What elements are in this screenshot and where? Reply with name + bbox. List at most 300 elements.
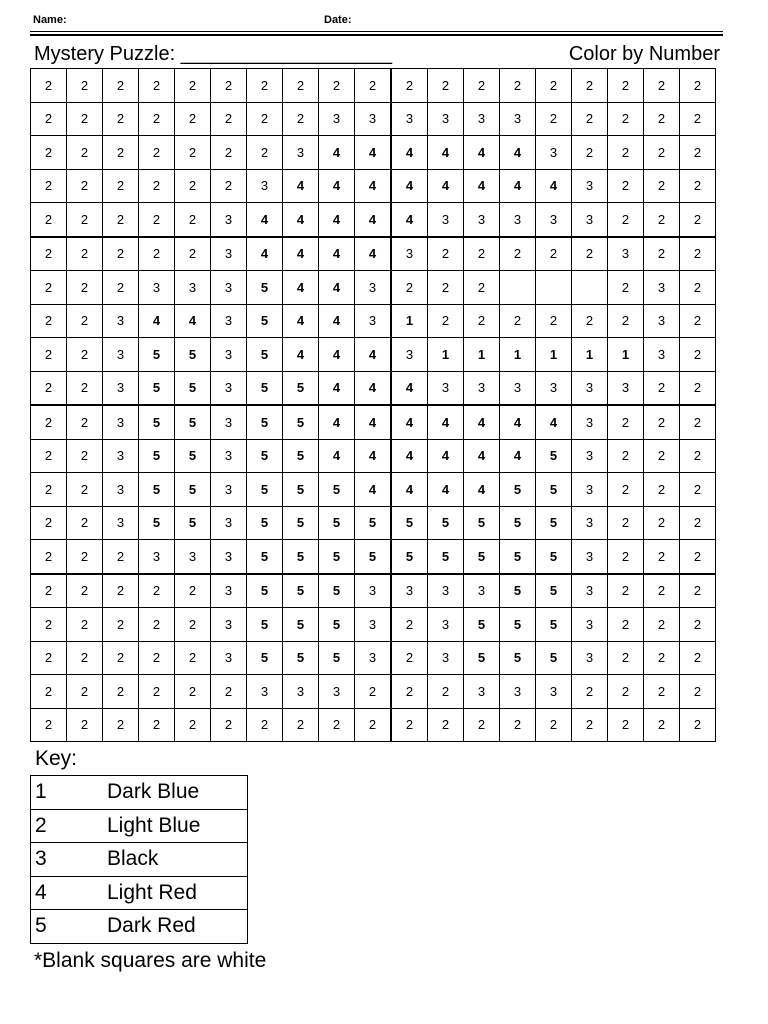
grid-cell: 2 (608, 136, 644, 170)
grid-cell: 3 (536, 675, 572, 709)
grid-cell: 2 (31, 102, 67, 136)
grid-cell: 5 (283, 473, 319, 507)
grid-cell: 2 (139, 102, 175, 136)
grid-cell: 5 (464, 506, 500, 540)
grid-cell: 3 (211, 203, 247, 237)
grid-cell: 2 (211, 136, 247, 170)
grid-cell: 3 (500, 203, 536, 237)
grid-cell: 2 (355, 675, 392, 709)
grid-cell: 2 (428, 237, 464, 271)
grid-row (31, 203, 716, 237)
grid-cell: 4 (536, 405, 572, 439)
grid-cell: 3 (103, 405, 139, 439)
grid-cell: 2 (139, 169, 175, 203)
grid-cell: 2 (644, 540, 680, 574)
grid-row (31, 506, 716, 540)
grid-cell: 2 (680, 69, 716, 103)
grid-cell: 2 (644, 675, 680, 709)
grid-cell: 4 (247, 203, 283, 237)
grid-cell: 4 (283, 271, 319, 305)
grid-cell: 5 (139, 506, 175, 540)
grid-cell: 4 (319, 237, 355, 271)
grid-cell: 2 (644, 69, 680, 103)
grid-row (31, 675, 716, 709)
grid-cell: 4 (391, 473, 428, 507)
grid-cell: 4 (283, 338, 319, 372)
grid-row (31, 271, 716, 305)
grid-row (31, 574, 716, 608)
grid-cell: 5 (283, 371, 319, 405)
grid-cell: 3 (319, 675, 355, 709)
grid-cell: 3 (211, 641, 247, 675)
grid-cell: 5 (319, 506, 355, 540)
grid-cell: 2 (67, 540, 103, 574)
grid-cell: 2 (31, 540, 67, 574)
grid-cell: 5 (247, 405, 283, 439)
grid-cell: 2 (211, 169, 247, 203)
header-rule-double (30, 34, 723, 36)
grid-cell: 5 (319, 608, 355, 642)
grid-cell: 2 (608, 473, 644, 507)
grid-cell: 2 (536, 708, 572, 742)
grid-cell: 2 (67, 608, 103, 642)
grid-cell: 2 (103, 574, 139, 608)
grid-cell: 2 (31, 506, 67, 540)
grid-cell: 2 (680, 506, 716, 540)
grid-cell: 3 (572, 473, 608, 507)
grid-cell: 5 (428, 540, 464, 574)
grid-row (31, 708, 716, 742)
grid-cell: 2 (175, 641, 211, 675)
grid-cell: 2 (644, 237, 680, 271)
grid-cell: 2 (608, 405, 644, 439)
grid-cell: 2 (644, 136, 680, 170)
grid-cell: 4 (283, 304, 319, 338)
grid-cell: 2 (175, 237, 211, 271)
grid-cell: 2 (31, 473, 67, 507)
grid-cell: 2 (31, 169, 67, 203)
grid-cell: 3 (175, 540, 211, 574)
grid-cell: 2 (103, 271, 139, 305)
grid-cell: 2 (175, 169, 211, 203)
grid-cell: 2 (67, 574, 103, 608)
grid-cell: 4 (283, 237, 319, 271)
grid-cell: 2 (608, 574, 644, 608)
grid-cell: 5 (247, 371, 283, 405)
grid-cell: 5 (355, 540, 392, 574)
grid-cell: 3 (536, 203, 572, 237)
grid-cell: 3 (355, 608, 392, 642)
grid-cell: 5 (391, 506, 428, 540)
grid-cell: 4 (355, 338, 392, 372)
grid-cell: 3 (283, 136, 319, 170)
grid-row (31, 169, 716, 203)
grid-cell: 2 (680, 338, 716, 372)
grid-cell: 3 (211, 338, 247, 372)
grid-cell: 3 (572, 574, 608, 608)
grid-cell: 2 (31, 69, 67, 103)
grid-cell: 3 (536, 371, 572, 405)
grid-cell: 4 (319, 136, 355, 170)
grid-cell: 4 (247, 237, 283, 271)
grid-cell: 2 (644, 506, 680, 540)
grid-cell: 3 (319, 102, 355, 136)
grid-cell: 2 (464, 237, 500, 271)
grid-cell: 4 (319, 338, 355, 372)
grid-cell: 4 (391, 405, 428, 439)
grid-cell: 5 (283, 608, 319, 642)
grid-cell: 2 (608, 169, 644, 203)
grid-cell: 2 (67, 102, 103, 136)
grid-cell: 4 (428, 473, 464, 507)
grid-cell: 4 (464, 473, 500, 507)
grid-cell: 5 (464, 608, 500, 642)
grid-cell: 3 (247, 675, 283, 709)
grid-row (31, 371, 716, 405)
grid-cell: 4 (319, 169, 355, 203)
grid-row (31, 338, 716, 372)
grid-cell: 2 (67, 136, 103, 170)
grid-cell: 2 (139, 608, 175, 642)
grid-cell: 2 (211, 69, 247, 103)
grid-cell: 2 (464, 271, 500, 305)
grid-cell: 5 (391, 540, 428, 574)
grid-cell: 2 (644, 203, 680, 237)
grid-cell: 3 (464, 371, 500, 405)
grid-cell: 3 (211, 371, 247, 405)
key-color: Black (107, 843, 248, 877)
grid-cell: 2 (644, 641, 680, 675)
grid-cell: 2 (103, 169, 139, 203)
grid-cell: 2 (680, 540, 716, 574)
grid-cell: 2 (139, 675, 175, 709)
grid-cell: 2 (644, 473, 680, 507)
grid-cell: 2 (31, 641, 67, 675)
grid-cell: 1 (464, 338, 500, 372)
grid-cell: 3 (572, 540, 608, 574)
name-label: Name: (33, 14, 67, 26)
grid-cell: 5 (500, 574, 536, 608)
grid-cell: 3 (536, 136, 572, 170)
date-label: Date: (324, 14, 352, 26)
grid-cell: 2 (211, 102, 247, 136)
grid-cell: 1 (608, 338, 644, 372)
grid-cell: 5 (247, 271, 283, 305)
grid-cell: 2 (680, 169, 716, 203)
grid-cell: 2 (464, 708, 500, 742)
grid-cell: 2 (319, 708, 355, 742)
grid-cell: 2 (428, 271, 464, 305)
grid-cell: 3 (211, 439, 247, 473)
grid-cell: 2 (31, 371, 67, 405)
grid-cell: 4 (139, 304, 175, 338)
grid-cell: 5 (139, 371, 175, 405)
grid-row (31, 540, 716, 574)
grid-cell: 2 (608, 608, 644, 642)
grid-cell: 2 (572, 675, 608, 709)
grid-cell: 5 (175, 371, 211, 405)
grid-cell: 5 (247, 574, 283, 608)
key-row (31, 776, 248, 810)
grid-cell: 3 (608, 371, 644, 405)
grid-cell: 5 (464, 641, 500, 675)
grid-cell: 4 (319, 271, 355, 305)
grid-cell: 2 (680, 439, 716, 473)
grid-cell: 5 (247, 304, 283, 338)
grid-cell: 5 (139, 473, 175, 507)
grid-cell: 4 (428, 405, 464, 439)
grid-cell: 5 (247, 641, 283, 675)
grid-cell: 2 (103, 203, 139, 237)
grid-cell: 4 (391, 169, 428, 203)
grid-cell: 5 (500, 608, 536, 642)
grid-cell: 4 (355, 169, 392, 203)
grid-cell: 4 (319, 304, 355, 338)
grid-cell: 2 (67, 203, 103, 237)
key-color: Dark Red (107, 910, 248, 944)
grid-cell: 4 (355, 473, 392, 507)
grid-cell: 5 (500, 473, 536, 507)
grid-row (31, 304, 716, 338)
grid-cell (572, 271, 608, 305)
grid-row (31, 405, 716, 439)
grid-cell: 2 (536, 69, 572, 103)
grid-cell: 3 (211, 608, 247, 642)
grid-cell: 4 (428, 169, 464, 203)
grid-cell: 1 (536, 338, 572, 372)
grid-cell: 2 (67, 371, 103, 405)
grid-cell: 5 (536, 439, 572, 473)
grid-cell: 2 (67, 338, 103, 372)
grid-cell: 2 (608, 304, 644, 338)
grid-cell: 4 (355, 439, 392, 473)
grid-cell: 3 (211, 574, 247, 608)
grid-cell: 2 (175, 69, 211, 103)
grid-cell: 2 (572, 237, 608, 271)
grid-cell: 3 (500, 102, 536, 136)
grid-cell: 5 (500, 641, 536, 675)
grid-cell: 4 (391, 136, 428, 170)
grid-cell: 3 (355, 304, 392, 338)
grid-cell: 5 (464, 540, 500, 574)
grid-cell: 2 (103, 675, 139, 709)
grid-cell: 3 (428, 641, 464, 675)
grid-row (31, 69, 716, 103)
grid-cell: 3 (103, 304, 139, 338)
grid-cell: 2 (464, 69, 500, 103)
grid-cell: 2 (67, 506, 103, 540)
grid-cell: 4 (319, 439, 355, 473)
grid-cell: 4 (500, 136, 536, 170)
grid-cell: 2 (247, 136, 283, 170)
grid-cell: 2 (355, 708, 392, 742)
grid-cell: 3 (211, 506, 247, 540)
grid-cell: 2 (103, 708, 139, 742)
grid-cell: 5 (355, 506, 392, 540)
grid-cell: 2 (139, 237, 175, 271)
grid-cell: 5 (247, 506, 283, 540)
grid-cell: 4 (355, 237, 392, 271)
grid-cell: 3 (391, 574, 428, 608)
grid-cell: 4 (175, 304, 211, 338)
grid-cell: 2 (103, 69, 139, 103)
grid-cell: 3 (644, 304, 680, 338)
grid-cell: 4 (464, 169, 500, 203)
grid-cell: 2 (680, 574, 716, 608)
grid-cell: 2 (103, 641, 139, 675)
grid-cell: 4 (500, 169, 536, 203)
grid-cell: 4 (391, 439, 428, 473)
grid-cell: 2 (464, 304, 500, 338)
grid-cell: 2 (608, 675, 644, 709)
grid-cell: 2 (31, 237, 67, 271)
grid-cell: 4 (464, 136, 500, 170)
grid-cell: 4 (355, 203, 392, 237)
grid-cell: 3 (211, 271, 247, 305)
grid-cell: 3 (428, 102, 464, 136)
grid-row (31, 608, 716, 642)
grid-cell: 3 (644, 271, 680, 305)
grid-cell: 4 (464, 439, 500, 473)
grid-cell: 2 (67, 169, 103, 203)
grid-cell: 5 (139, 405, 175, 439)
grid-cell: 2 (31, 271, 67, 305)
grid-cell: 3 (464, 203, 500, 237)
grid-cell: 2 (103, 136, 139, 170)
grid-cell: 3 (572, 169, 608, 203)
grid-cell: 3 (391, 102, 428, 136)
grid-cell: 4 (500, 439, 536, 473)
grid-cell: 5 (319, 540, 355, 574)
grid-cell: 3 (428, 203, 464, 237)
key-color: Dark Blue (107, 776, 248, 810)
grid-row (31, 439, 716, 473)
grid-cell: 2 (536, 304, 572, 338)
grid-cell: 5 (175, 338, 211, 372)
grid-cell: 2 (103, 540, 139, 574)
grid-cell: 2 (247, 708, 283, 742)
grid-row (31, 136, 716, 170)
grid-cell: 4 (464, 405, 500, 439)
grid-cell: 2 (428, 304, 464, 338)
puzzle-title: Mystery Puzzle: ___________________ (34, 43, 393, 65)
grid-cell: 3 (103, 371, 139, 405)
grid-cell: 2 (139, 574, 175, 608)
blank-squares-note: *Blank squares are white (34, 949, 267, 972)
grid-cell: 3 (572, 371, 608, 405)
grid-cell: 4 (355, 405, 392, 439)
grid-cell: 2 (175, 136, 211, 170)
grid-cell: 5 (247, 338, 283, 372)
grid-row (31, 473, 716, 507)
grid-cell: 3 (464, 102, 500, 136)
grid-cell: 2 (680, 271, 716, 305)
grid-cell: 3 (211, 473, 247, 507)
grid-cell: 3 (139, 271, 175, 305)
grid-cell: 3 (211, 540, 247, 574)
grid-cell: 3 (355, 271, 392, 305)
grid-cell: 2 (67, 304, 103, 338)
grid-cell: 5 (319, 641, 355, 675)
grid-cell: 2 (175, 608, 211, 642)
puzzle-subtitle: Color by Number (568, 43, 720, 65)
grid-cell: 2 (680, 473, 716, 507)
grid-cell: 2 (67, 708, 103, 742)
grid-cell: 2 (319, 69, 355, 103)
grid-cell: 2 (139, 641, 175, 675)
grid-cell: 4 (355, 371, 392, 405)
grid-cell: 3 (211, 237, 247, 271)
grid-cell: 2 (608, 708, 644, 742)
grid-cell: 2 (175, 102, 211, 136)
grid-cell: 3 (644, 338, 680, 372)
header-rule (30, 31, 723, 32)
grid-cell: 5 (175, 439, 211, 473)
grid-cell: 2 (391, 708, 428, 742)
grid-cell: 2 (680, 608, 716, 642)
grid-cell: 2 (391, 608, 428, 642)
grid-cell: 2 (103, 237, 139, 271)
grid-row (31, 102, 716, 136)
grid-cell: 5 (500, 540, 536, 574)
grid-cell: 2 (644, 574, 680, 608)
grid-cell: 2 (31, 136, 67, 170)
grid-cell: 3 (103, 506, 139, 540)
grid-cell: 2 (103, 608, 139, 642)
grid-cell: 2 (211, 708, 247, 742)
grid-cell: 5 (500, 506, 536, 540)
grid-cell: 3 (428, 608, 464, 642)
grid-cell: 2 (572, 136, 608, 170)
grid-cell: 2 (428, 675, 464, 709)
grid-cell: 2 (644, 708, 680, 742)
grid-cell: 3 (103, 439, 139, 473)
grid-cell: 2 (500, 708, 536, 742)
grid-cell: 2 (608, 203, 644, 237)
grid-cell: 2 (500, 304, 536, 338)
key-number: 3 (31, 843, 108, 877)
grid-cell: 2 (67, 641, 103, 675)
grid-cell: 2 (644, 608, 680, 642)
grid-cell: 3 (464, 574, 500, 608)
grid-cell: 5 (428, 506, 464, 540)
grid-cell: 4 (283, 203, 319, 237)
grid-cell: 2 (67, 271, 103, 305)
grid-cell: 2 (572, 708, 608, 742)
grid-cell: 2 (608, 439, 644, 473)
grid-cell: 2 (355, 69, 392, 103)
grid-cell: 3 (211, 405, 247, 439)
grid-cell: 4 (391, 203, 428, 237)
grid-cell: 2 (67, 675, 103, 709)
grid-cell: 2 (680, 237, 716, 271)
grid-cell: 5 (283, 506, 319, 540)
grid-cell: 1 (428, 338, 464, 372)
grid-cell: 5 (283, 574, 319, 608)
grid-cell: 5 (283, 641, 319, 675)
grid-cell: 5 (247, 608, 283, 642)
grid-row (31, 237, 716, 271)
grid-cell: 5 (139, 439, 175, 473)
grid-cell: 2 (31, 608, 67, 642)
grid-cell: 2 (680, 136, 716, 170)
grid-cell: 2 (175, 574, 211, 608)
grid-cell: 2 (31, 708, 67, 742)
grid-cell: 3 (572, 203, 608, 237)
key-number: 4 (31, 876, 108, 910)
grid-cell: 2 (67, 473, 103, 507)
grid-cell: 3 (391, 338, 428, 372)
